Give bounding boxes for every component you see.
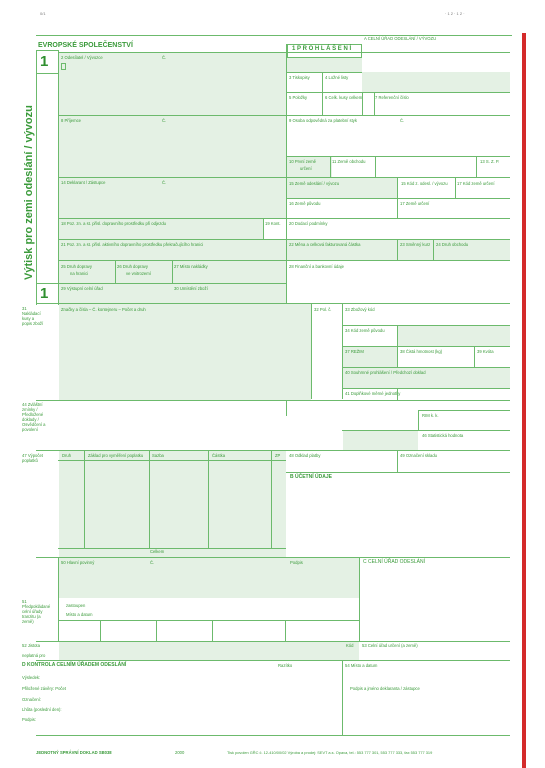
field-40: 40 Souhrnné prohlášení / Předchozí doklad	[345, 370, 426, 375]
field-30: 30 Umístění zboží	[174, 286, 208, 291]
field-51c: Místo a datum	[66, 612, 93, 617]
field-6: 6 Celk. kusy celkem	[325, 95, 363, 100]
field-26: 26 Druh dopravy	[117, 264, 148, 269]
field-54: 54 Místo a datum	[345, 663, 378, 668]
field-25b: na hranici	[70, 271, 89, 276]
field-47-total: Celkem	[150, 549, 165, 554]
form-title: EVROPSKÉ SPOLEČENSTVÍ	[38, 42, 133, 49]
field-54b: Podpis a jméno deklaranta / zástupce	[350, 686, 420, 691]
f47-col-zaklad: Základ pro vyměření poplatku	[88, 453, 144, 458]
field-D: D KONTROLA CELNÍM ÚŘADEM ODESLÁNÍ	[22, 662, 127, 668]
field-D-line-1: Výsledek:	[22, 675, 41, 680]
sheet-number-top: 1	[40, 53, 49, 70]
field-9-no: Č.	[400, 118, 405, 123]
field-49: 49 Označení skladu	[400, 453, 438, 458]
field-5: 5 Položky	[289, 95, 308, 100]
field-15: 15 Země odeslání / vývozu	[289, 181, 340, 186]
f47-col-zp: ZP	[275, 453, 281, 458]
field-14: 14 Deklarant / Zástupce	[61, 180, 106, 185]
top-code-right: · 1 2 · 1 2 ·	[445, 11, 465, 16]
field-50-no: Č.	[150, 560, 155, 565]
field-7: 7 Referenční číslo	[375, 95, 409, 100]
field-3: 3 Tiskopisy	[289, 75, 310, 80]
field-44: 44 Zvláštní zmínky / Předložené doklady / Osvědčení a povolení	[22, 402, 46, 432]
field-8-no: Č.	[162, 118, 167, 123]
field-13: 13 S. Z. P.	[480, 159, 500, 164]
field-31b: Značky a čísla – Č. kontejneru – Počet a druh	[61, 307, 146, 312]
field-25: 25 Druh dopravy	[61, 264, 92, 269]
field-38: 38 Čistá hmotnost (kg)	[400, 349, 443, 354]
field-19: 19 Kont.	[265, 221, 281, 226]
field-29: 29 Výstupní celní úřad	[61, 286, 103, 291]
field-48: 48 Odklad platby	[289, 453, 321, 458]
declaration-title: 1 P R O H L Á Š E N Í	[292, 46, 352, 52]
field-15a: 15 Kód z. odesl. / vývozu	[401, 181, 448, 186]
field-10: 10 První země	[289, 159, 316, 164]
field-D-line-2: Přiložené závěry: Počet	[22, 686, 66, 691]
f47-col-castka: Částka	[212, 453, 226, 458]
checkbox-2[interactable]	[61, 63, 66, 70]
field-4: 4 Ložné listy	[325, 75, 349, 80]
field-18: 18 Poz. zn. a st. přísl. dopravního prostředku při odjezdu	[61, 221, 166, 226]
footer-year: 2000	[175, 750, 185, 755]
field-51b: zastoupen	[66, 603, 86, 608]
field-9: 9 Osoba odpovědná za platební styk	[289, 118, 357, 123]
field-23: 23 Směnný kurz	[400, 242, 431, 247]
footer-printer: Tisk povolen GŘC č. 12-410/00/02 Výroba a prodej: SEVT a.s. Opava, tel.: 553 777 301, 553 777 333, fax 553 777 319	[227, 750, 433, 755]
field-17a: 17 Kód země určení	[457, 181, 495, 186]
field-51: 51 Předpokládané celní úřady tranzitu (a země)	[22, 599, 51, 624]
field-31: 31 Nakládací kusy a popis zboží	[22, 306, 44, 326]
field-37: 37 REŽIM	[345, 349, 364, 354]
field-D-line-4: Lhůta (poslední den):	[22, 707, 62, 712]
field-2-no: Č.	[162, 55, 167, 60]
field-21: 21 Poz. zn. a st. přísl. aktivního dopravního prostředku překračujícího hranici	[61, 242, 204, 247]
field-B: B ÚČETNÍ ÚDAJE	[290, 474, 332, 480]
top-code-left: 0/1	[40, 11, 46, 16]
field-41: 41 Doplňkové měrné jednotky	[345, 391, 401, 396]
f47-col-druh: Druh	[62, 453, 72, 458]
field-50-sign: Podpis	[290, 560, 303, 565]
field-32: 32 Pol. č.	[314, 307, 332, 312]
red-edge-stripe	[522, 33, 526, 768]
field-44b: RIM k. k.	[422, 413, 439, 418]
f47-col-sazba: Sazba	[152, 453, 164, 458]
field-2-label: 2 Odesílatel / Vývozce	[61, 55, 103, 60]
field-52c: Kód	[346, 643, 354, 648]
field-34: 34 Kód země původu	[345, 328, 385, 333]
field-26b: ve vnitrozemí	[126, 271, 151, 276]
field-17: 17 Země určení	[400, 201, 430, 206]
field-47: 47 Výpočet poplatků	[22, 453, 43, 463]
field-16: 16 Země původu	[289, 201, 321, 206]
field-11: 11 Země obchodu	[332, 159, 366, 164]
field-20: 20 Dodací podmínky	[289, 221, 328, 226]
field-14-no: Č.	[162, 180, 167, 185]
field-8: 8 Příjemce	[61, 118, 82, 123]
field-52b: neplatná pro	[22, 653, 46, 658]
field-46: 46 Statistická hodnota	[422, 433, 464, 438]
field-22: 22 Měna a celková fakturovaná částka	[289, 242, 361, 247]
field-24: 24 Druh obchodu	[436, 242, 469, 247]
footer-doc-name: JEDNOTNÝ SPRÁVNÍ DOKLAD SB038	[36, 750, 112, 755]
field-39: 39 Kvóta	[477, 349, 494, 354]
sheet-number-bottom: 1	[40, 285, 49, 302]
field-27: 27 Místo nakládky	[174, 264, 208, 269]
field-53: 53 Celní úřad určení (a země)	[362, 643, 418, 648]
field-50: 50 Hlavní povinný	[61, 560, 95, 565]
field-52: 52 Jistota	[22, 643, 40, 648]
vertical-title: Výtisk pro zemi odeslání / vývozu	[23, 105, 35, 280]
field-C: C CELNÍ ÚŘAD ODESLÁNÍ	[363, 559, 425, 565]
field-D-stamp: Razítko	[278, 663, 293, 668]
field-10b: určení	[300, 166, 312, 171]
field-28: 28 Finanční a bankovní údaje	[289, 264, 344, 269]
field-33: 33 Zbožový kód	[345, 307, 375, 312]
office-a-title: A CELNÍ ÚŘAD ODESLÁNÍ / VÝVOZU	[364, 36, 437, 41]
field-D-line-5: Podpis:	[22, 717, 36, 722]
field-D-line-3: Označení:	[22, 697, 42, 702]
